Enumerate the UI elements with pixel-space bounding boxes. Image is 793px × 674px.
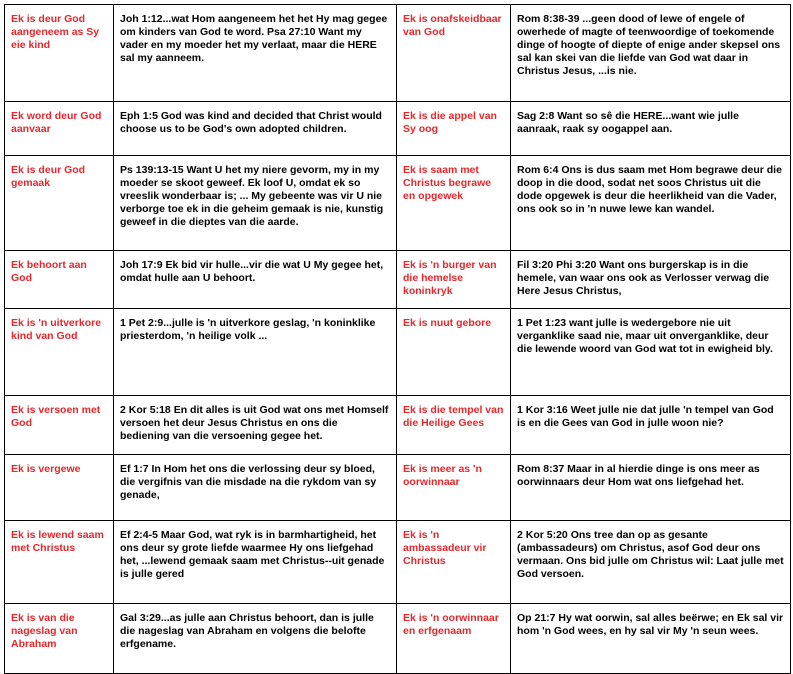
table-row <box>5 251 791 309</box>
right-label: Ek is meer as 'n oorwinnaar <box>397 455 511 521</box>
table-row <box>5 156 791 251</box>
identity-table <box>4 4 791 674</box>
table-row <box>5 521 791 604</box>
left-verse: 1 Pet 2:9...julle is 'n uitverkore geslag, 'n koninklike priesterdom, 'n heilige volk ... <box>114 309 397 396</box>
right-label: Ek is die tempel van die Heilige Gees <box>397 396 511 455</box>
left-verse: 2 Kor 5:18 En dit alles is uit God wat ons met Homself versoen het deur Jesus Christus en ons die bediening van die versoening gegee het. <box>114 396 397 455</box>
left-verse: Ps 139:13-15 Want U het my niere gevorm, my in my moeder se skoot geweef. Ek loof U, omdat ek so vreeslik wonderbaar is; ... My gebeente was vir U nie verborge toe ek in die geheim gemaak is nie, kunstig geweef in die dieptes van die aarde. <box>114 156 397 251</box>
right-verse: Rom 8:38-39 ...geen dood of lewe of engele of owerhede of magte of teenwoordige of toekomende dinge of hoogte of diepte of enige ander skepsel ons sal kan skei van die liefde van God wat daar in Christus Jesus, ...is nie. <box>511 5 791 102</box>
left-label: Ek is van die nageslag van Abraham <box>5 604 114 674</box>
right-verse: Rom 6:4 Ons is dus saam met Hom begrawe deur die doop in die dood, sodat net soos Christus uit die dode opgewek is deur die heerlikheid van die Vader, ons ook so in 'n nuwe lewe kan wandel. <box>511 156 791 251</box>
right-label: Ek is die appel van Sy oog <box>397 102 511 156</box>
right-label: Ek is 'n ambassadeur vir Christus <box>397 521 511 604</box>
table-row <box>5 102 791 156</box>
right-verse: 1 Pet 1:23 want julle is wedergebore nie uit verganklike saad nie, maar uit onverganklike, deur die lewende woord van God wat tot in ewigheid bly. <box>511 309 791 396</box>
right-verse: Op 21:7 Hy wat oorwin, sal alles beërwe; en Ek sal vir hom 'n God wees, en hy sal vir My 'n seun wees. <box>511 604 791 674</box>
left-verse: Joh 17:9 Ek bid vir hulle...vir die wat U My gegee het, omdat hulle aan U behoort. <box>114 251 397 309</box>
right-label: Ek is onafskeidbaar van God <box>397 5 511 102</box>
left-label: Ek is deur God gemaak <box>5 156 114 251</box>
right-label: Ek is 'n burger van die hemelse koninkryk <box>397 251 511 309</box>
right-label: Ek is saam met Christus begrawe en opgewek <box>397 156 511 251</box>
left-verse: Eph 1:5 God was kind and decided that Christ would choose us to be God's own adopted children. <box>114 102 397 156</box>
table-row <box>5 396 791 455</box>
left-label: Ek is versoen met God <box>5 396 114 455</box>
table-row <box>5 455 791 521</box>
table-row <box>5 309 791 396</box>
left-verse: Ef 1:7 In Hom het ons die verlossing deur sy bloed, die vergifnis van die misdade na die rykdom van sy genade, <box>114 455 397 521</box>
left-verse: Gal 3:29...as julle aan Christus behoort, dan is julle die nageslag van Abraham en volgens die belofte erfgename. <box>114 604 397 674</box>
left-verse: Ef 2:4-5 Maar God, wat ryk is in barmhartigheid, het ons deur sy grote liefde waarmee Hy ons liefgehad het, ...lewend gemaak saam met Christus--uit genade is julle gered <box>114 521 397 604</box>
left-label: Ek behoort aan God <box>5 251 114 309</box>
table-row <box>5 5 791 102</box>
right-verse: 2 Kor 5:20 Ons tree dan op as gesante (ambassadeurs) om Christus, asof God deur ons vermaan. Ons bid julle om Christus wil: Laat julle met God versoen. <box>511 521 791 604</box>
right-verse: 1 Kor 3:16 Weet julle nie dat julle 'n tempel van God is en die Gees van God in julle woon nie? <box>511 396 791 455</box>
right-verse: Fil 3:20 Phi 3:20 Want ons burgerskap is in die hemele, van waar ons ook as Verlosser verwag die Here Jesus Christus, <box>511 251 791 309</box>
left-verse: Joh 1:12...wat Hom aangeneem het het Hy mag gegee om kinders van God te word. Psa 27:10 Want my vader en my moeder het my verlaat, maar die HERE sal my aanneem. <box>114 5 397 102</box>
left-label: Ek is 'n uitverkore kind van God <box>5 309 114 396</box>
right-label: Ek is 'n oorwinnaar en erfgenaam <box>397 604 511 674</box>
left-label: Ek is lewend saam met Christus <box>5 521 114 604</box>
right-verse: Rom 8:37 Maar in al hierdie dinge is ons meer as oorwinnaars deur Hom wat ons liefgehad het. <box>511 455 791 521</box>
left-label: Ek is vergewe <box>5 455 114 521</box>
left-label: Ek is deur God aangeneem as Sy eie kind <box>5 5 114 102</box>
right-label: Ek is nuut gebore <box>397 309 511 396</box>
left-label: Ek word deur God aanvaar <box>5 102 114 156</box>
table-row <box>5 604 791 674</box>
right-verse: Sag 2:8 Want so sê die HERE...want wie julle aanraak, raak sy oogappel aan. <box>511 102 791 156</box>
